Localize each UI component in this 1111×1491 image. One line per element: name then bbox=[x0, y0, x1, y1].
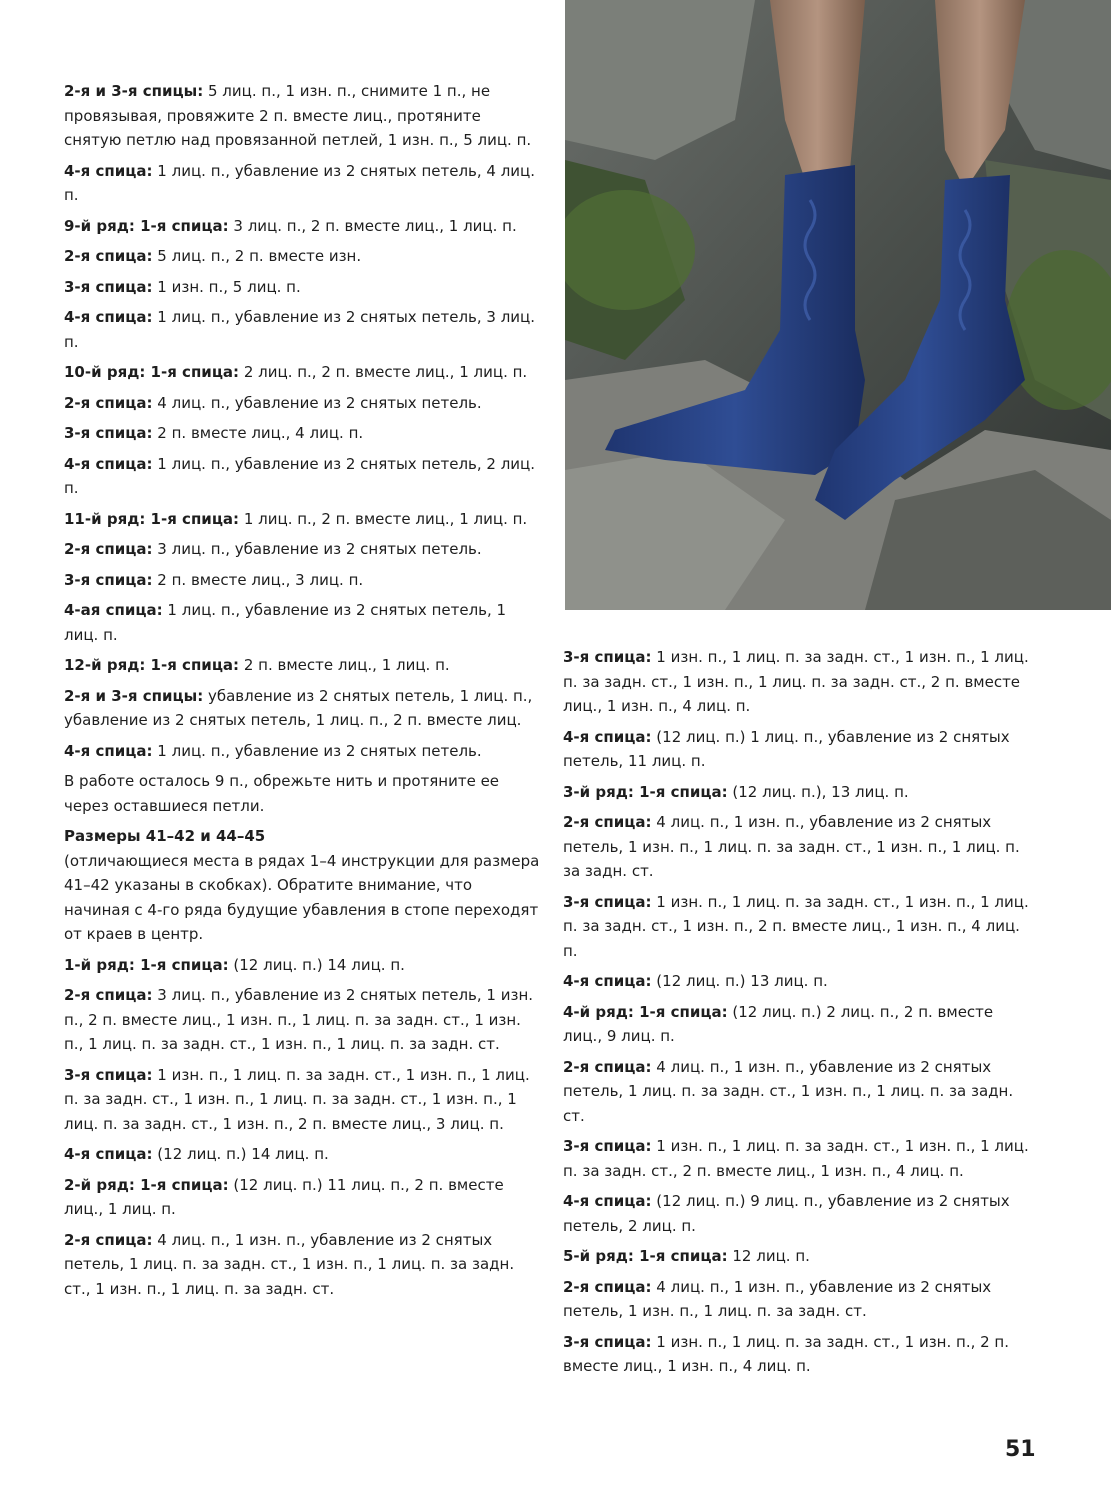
instruction-paragraph bbox=[64, 653, 542, 678]
instruction-label: 10-й ряд: 1-я спица: bbox=[64, 363, 240, 381]
instruction-label: 12-й ряд: 1-я спица: bbox=[64, 656, 240, 674]
instruction-text: (12 лиц. п.) 14 лиц. п. bbox=[152, 1145, 329, 1163]
instruction-paragraph bbox=[64, 214, 542, 239]
instruction-text: (12 лиц. п.), 13 лиц. п. bbox=[727, 782, 909, 801]
instruction-paragraph bbox=[64, 275, 542, 300]
instruction-paragraph bbox=[563, 969, 1033, 994]
instruction-paragraph bbox=[64, 360, 542, 385]
instruction-text: 1 лиц. п., убавление из 2 снятых петель, 3 лиц. п. bbox=[64, 308, 536, 351]
instruction-paragraph bbox=[563, 810, 1033, 884]
instruction-text: (12 лиц. п.) 2 лиц. п., 2 п. вместе лиц., 9 лиц. п. bbox=[563, 1002, 994, 1045]
instruction-paragraph bbox=[64, 598, 542, 647]
instruction-paragraph bbox=[64, 684, 542, 733]
instruction-text: 2 лиц. п., 2 п. вместе лиц., 1 лиц. п. bbox=[239, 363, 528, 381]
instruction-label: 2-й ряд: 1-я спица: bbox=[64, 1175, 229, 1194]
instruction-paragraph bbox=[64, 953, 542, 978]
instruction-text: 1 лиц. п., убавление из 2 снятых петель, 4 лиц. п. bbox=[64, 161, 536, 204]
instruction-paragraph bbox=[563, 1330, 1033, 1379]
instruction-label: 4-я спица: bbox=[64, 308, 153, 326]
instruction-label: 3-й ряд: 1-я спица: bbox=[563, 782, 728, 801]
instruction-label: 3-я спица: bbox=[64, 277, 153, 296]
instruction-paragraph bbox=[64, 305, 542, 354]
instruction-paragraph bbox=[64, 568, 542, 593]
instruction-label: 11-й ряд: 1-я спица: bbox=[64, 509, 240, 528]
instruction-label: 3-я спица: bbox=[64, 1065, 153, 1084]
instruction-label: 4-я спица: bbox=[64, 161, 153, 180]
instruction-text: 12 лиц. п. bbox=[727, 1247, 810, 1265]
instruction-text: 4 лиц. п., 1 изн. п., убавление из 2 снятых петель, 1 лиц. п. за задн. ст., 1 изн. п., 1 лиц. п. за задн. ст., 1 изн. п., 1 лиц. п. за задн. ст. bbox=[64, 1230, 515, 1298]
instruction-text: 2 п. вместе лиц., 3 лиц. п. bbox=[152, 570, 364, 589]
instruction-paragraph bbox=[64, 983, 542, 1057]
instruction-paragraph bbox=[64, 1063, 542, 1137]
instruction-paragraph bbox=[64, 452, 542, 501]
instruction-label: 2-я и 3-я спицы: bbox=[64, 82, 204, 100]
instruction-paragraph bbox=[563, 645, 1033, 719]
page-number: 51 bbox=[1005, 1437, 1036, 1462]
right-text-column bbox=[563, 645, 1033, 1385]
instruction-text: 1 лиц. п., убавление из 2 снятых петель, 2 лиц. п. bbox=[64, 454, 536, 497]
instruction-paragraph bbox=[64, 1173, 542, 1222]
instruction-text: 3 лиц. п., убавление из 2 снятых петель. bbox=[152, 540, 482, 558]
instruction-text: 1 изн. п., 5 лиц. п. bbox=[152, 277, 301, 296]
instruction-text: 1 изн. п., 1 лиц. п. за задн. ст., 1 изн. п., 1 лиц. п. за задн. ст., 1 изн. п., 2 п. вместе лиц., 1 изн. п., 4 лиц. п. bbox=[563, 892, 1029, 960]
instruction-label: 2-я и 3-я спицы: bbox=[64, 686, 204, 705]
instruction-text: 5 лиц. п., 1 изн. п., снимите 1 п., не провязывая, провяжите 2 п. вместе лиц., протяните снятую петлю над провязанной петлей, 1 изн. п., 5 лиц. п. bbox=[64, 82, 532, 149]
instruction-text: убавление из 2 снятых петель, 1 лиц. п., убавление из 2 снятых петель, 1 лиц. п., 2 п. вместе лиц. bbox=[64, 686, 533, 729]
instruction-label: 4-я спица: bbox=[563, 727, 652, 746]
instruction-label: 3-я спица: bbox=[563, 1137, 652, 1155]
instruction-text: 4 лиц. п., убавление из 2 снятых петель. bbox=[152, 393, 482, 412]
instruction-label: 2-я спица: bbox=[64, 540, 153, 558]
instruction-paragraph bbox=[563, 1244, 1033, 1269]
instruction-paragraph bbox=[64, 391, 542, 416]
instruction-paragraph bbox=[64, 79, 542, 153]
instruction-text: (12 лиц. п.) 13 лиц. п. bbox=[651, 972, 828, 990]
socks-photo-illustration bbox=[565, 0, 1111, 610]
instruction-label: 4-я спица: bbox=[64, 454, 153, 473]
instruction-text: (12 лиц. п.) 11 лиц. п., 2 п. вместе лиц., 1 лиц. п. bbox=[64, 1175, 504, 1218]
instruction-paragraph bbox=[64, 1228, 542, 1302]
instruction-text: 1 изн. п., 1 лиц. п. за задн. ст., 1 изн. п., 1 лиц. п. за задн. ст., 2 п. вместе лиц., 1 изн. п., 4 лиц. п. bbox=[563, 1137, 1029, 1180]
instruction-text: 1 лиц. п., убавление из 2 снятых петель. bbox=[152, 741, 482, 760]
instruction-text: (12 лиц. п.) 14 лиц. п. bbox=[228, 955, 405, 974]
instruction-text: 1 лиц. п., 2 п. вместе лиц., 1 лиц. п. bbox=[239, 509, 528, 528]
instruction-label: 3-я спица: bbox=[563, 648, 652, 666]
instruction-label: 3-я спица: bbox=[64, 570, 153, 589]
instruction-paragraph bbox=[64, 244, 542, 269]
instruction-label: 2-я спица: bbox=[64, 986, 153, 1004]
instruction-label: 3-я спица: bbox=[563, 1332, 652, 1351]
instruction-paragraph bbox=[563, 1055, 1033, 1129]
instruction-paragraph bbox=[563, 780, 1033, 805]
instruction-label: 2-я спица: bbox=[563, 1057, 652, 1076]
instruction-label: 1-й ряд: 1-я спица: bbox=[64, 955, 229, 974]
instruction-label: 2-я спица: bbox=[64, 1230, 153, 1249]
instruction-label: 4-ая спица: bbox=[64, 601, 163, 619]
instruction-label: 2-я спица: bbox=[563, 813, 652, 831]
instruction-paragraph bbox=[64, 1142, 542, 1167]
section-intro: (отличающиеся места в рядах 1–4 инструкции для размера 41–42 указаны в скобках). Обратите внимание, что начиная с 4-го ряда будущие убавления в стопе переходят от краев в центр. bbox=[64, 851, 540, 943]
instruction-text: 2 п. вместе лиц., 4 лиц. п. bbox=[152, 424, 364, 442]
instruction-paragraph bbox=[563, 1134, 1033, 1183]
instruction-text: (12 лиц. п.) 1 лиц. п., убавление из 2 снятых петель, 11 лиц. п. bbox=[563, 727, 1010, 770]
instruction-paragraph bbox=[64, 507, 542, 532]
left-note: В работе осталось 9 п., обрежьте нить и протяните ее через оставшиеся петли. bbox=[64, 772, 500, 815]
instruction-label: 2-я спица: bbox=[64, 247, 153, 265]
instruction-label: 4-й ряд: 1-я спица: bbox=[563, 1002, 728, 1021]
instruction-text: 1 изн. п., 1 лиц. п. за задн. ст., 1 изн. п., 2 п. вместе лиц., 1 изн. п., 4 лиц. п. bbox=[563, 1332, 1010, 1375]
instruction-paragraph bbox=[64, 159, 542, 208]
instruction-label: 4-я спица: bbox=[64, 741, 153, 760]
instruction-label: 4-я спица: bbox=[563, 1192, 652, 1210]
instruction-paragraph bbox=[563, 1000, 1033, 1049]
instruction-label: 2-я спица: bbox=[64, 393, 153, 412]
instruction-paragraph bbox=[563, 725, 1033, 774]
instruction-text: 2 п. вместе лиц., 1 лиц. п. bbox=[239, 656, 450, 674]
instruction-text: 4 лиц. п., 1 изн. п., убавление из 2 снятых петель, 1 изн. п., 1 лиц. п. за задн. ст., 1 изн. п., 1 лиц. п. за задн. ст. bbox=[563, 813, 1020, 880]
instruction-text: (12 лиц. п.) 9 лиц. п., убавление из 2 снятых петель, 2 лиц. п. bbox=[563, 1192, 1010, 1235]
instruction-text: 5 лиц. п., 2 п. вместе изн. bbox=[152, 247, 362, 265]
instruction-paragraph bbox=[64, 537, 542, 562]
instruction-label: 9-й ряд: 1-я спица: bbox=[64, 216, 229, 235]
instruction-label: 3-я спица: bbox=[64, 424, 153, 442]
instruction-text: 3 лиц. п., убавление из 2 снятых петель, 1 изн. п., 2 п. вместе лиц., 1 изн. п., 1 лиц. п. за задн. ст., 1 изн. п., 1 лиц. п. за задн. ст., 1 изн. п., 1 лиц. п. за задн. ст. bbox=[64, 986, 534, 1053]
instruction-text: 4 лиц. п., 1 изн. п., убавление из 2 снятых петель, 1 лиц. п. за задн. ст., 1 изн. п., 1 лиц. п. за задн. ст. bbox=[563, 1057, 1014, 1125]
instruction-paragraph bbox=[563, 1189, 1033, 1238]
instruction-label: 4-я спица: bbox=[64, 1145, 153, 1163]
instruction-paragraph bbox=[563, 890, 1033, 964]
section-heading: Размеры 41–42 и 44–45 bbox=[64, 827, 266, 845]
instruction-label: 3-я спица: bbox=[563, 892, 652, 911]
instruction-text: 1 лиц. п., убавление из 2 снятых петель, 1 лиц. п. bbox=[64, 601, 507, 644]
instruction-label: 4-я спица: bbox=[563, 972, 652, 990]
instruction-label: 2-я спица: bbox=[563, 1277, 652, 1296]
instruction-text: 3 лиц. п., 2 п. вместе лиц., 1 лиц. п. bbox=[228, 216, 517, 235]
photo-knitted-socks bbox=[565, 0, 1111, 610]
instruction-text: 4 лиц. п., 1 изн. п., убавление из 2 снятых петель, 1 изн. п., 1 лиц. п. за задн. ст. bbox=[563, 1277, 992, 1320]
instruction-text: 1 изн. п., 1 лиц. п. за задн. ст., 1 изн. п., 1 лиц. п. за задн. ст., 1 изн. п., 1 лиц. п. за задн. ст., 2 п. вместе лиц., 1 изн. п., 4 лиц. п. bbox=[563, 648, 1029, 715]
instruction-paragraph bbox=[64, 421, 542, 446]
instruction-label: 5-й ряд: 1-я спица: bbox=[563, 1247, 728, 1265]
instruction-paragraph bbox=[64, 739, 542, 764]
left-text-column bbox=[64, 79, 542, 1307]
instruction-text: 1 изн. п., 1 лиц. п. за задн. ст., 1 изн. п., 1 лиц. п. за задн. ст., 1 изн. п., 1 лиц. п. за задн. ст., 1 изн. п., 1 лиц. п. за задн. ст., 1 изн. п., 2 п. вместе лиц., 3 лиц. п. bbox=[64, 1065, 530, 1133]
instruction-paragraph bbox=[563, 1275, 1033, 1324]
